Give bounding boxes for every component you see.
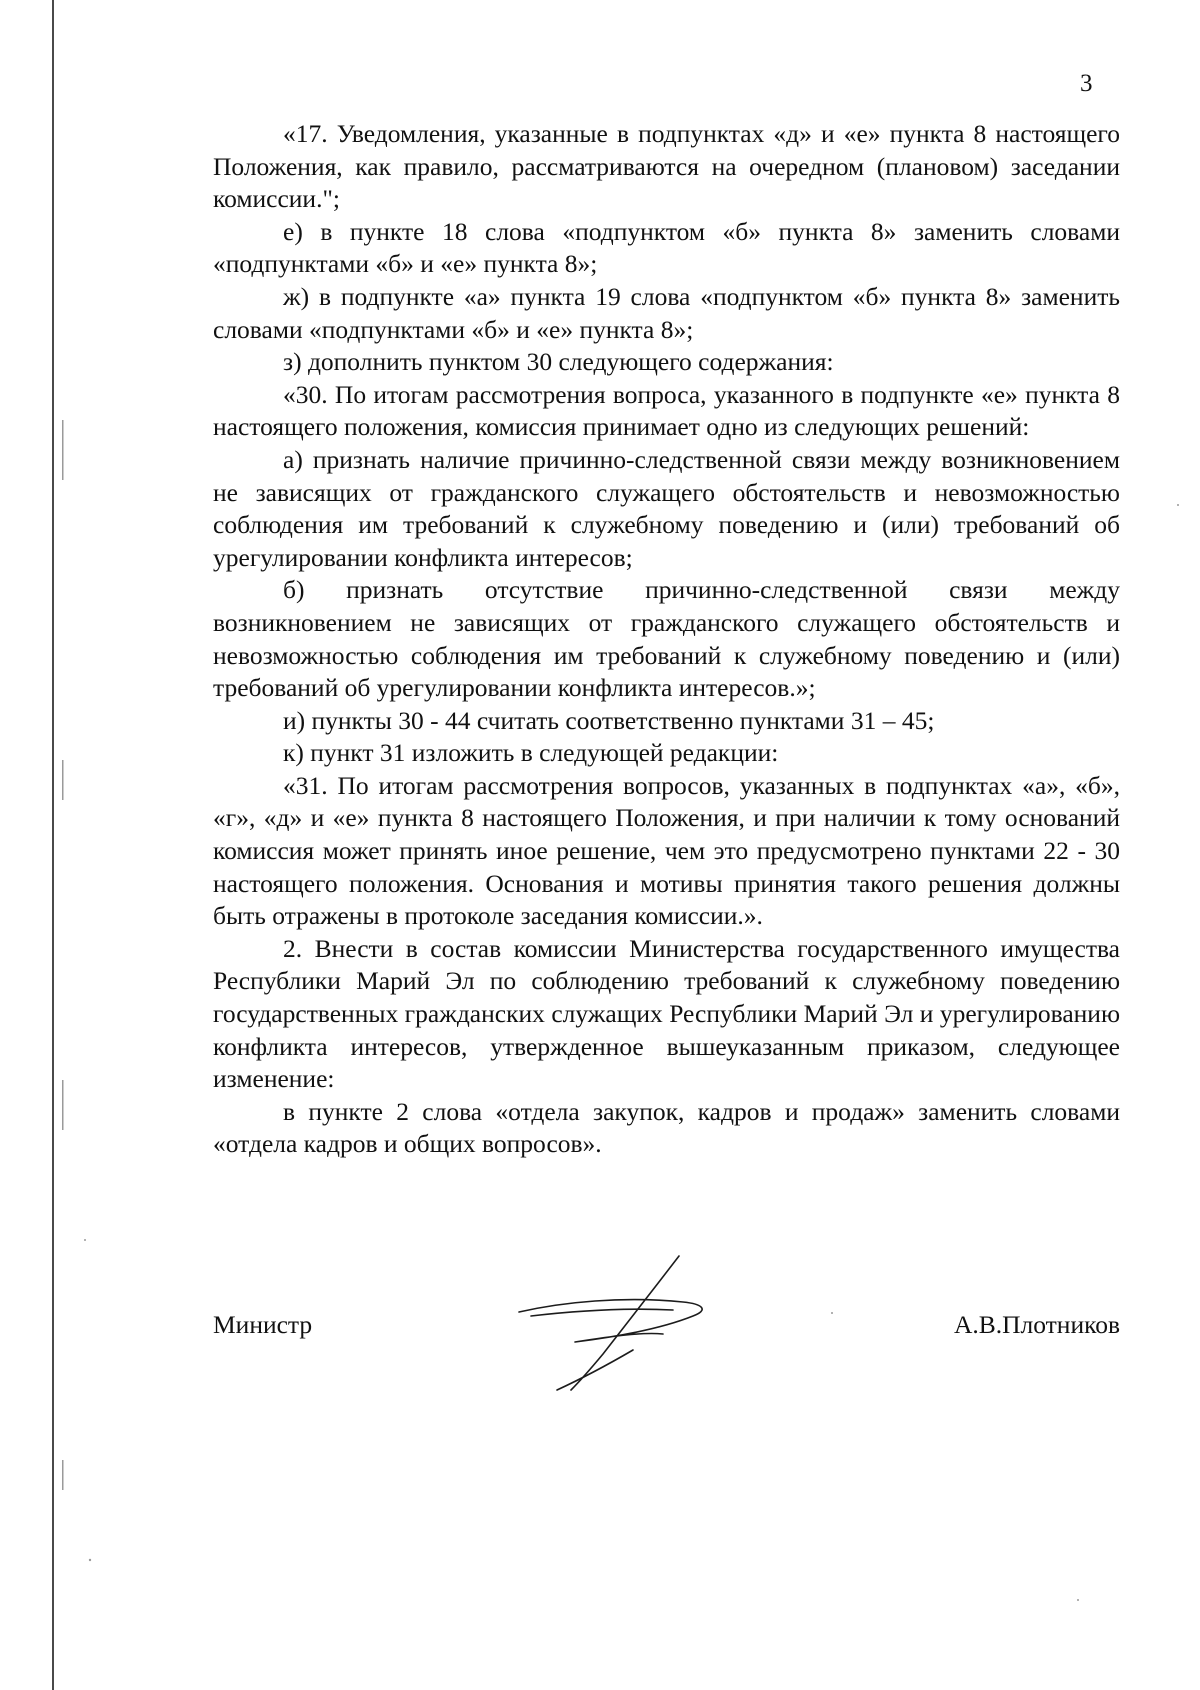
paragraph-item-31: «31. По итогам рассмотрения вопросов, указанных в подпунктах «а», «б», «г», «д» и «е» пункта 8 настоящего Положения, и при наличии к тому оснований комиссия может принять иное решение, чем это предусмотрено пунктами 22 - 30 настоящего положения. Основания и мотивы принятия такого решения должны быть отражены в протоколе заседания комиссии.». [213,770,1120,931]
paragraph-subitem-k: к) пункт 31 изложить в следующей редакции: [283,738,779,768]
paragraph-subitem-z: з) дополнить пунктом 30 следующего содержания: [283,347,834,377]
paragraph-item-30-b: б) признать отсутствие причинно-следственной связи между возникновением не зависящих от гражданского служащего обстоятельств и невозможностью соблюдения им требований к служебному поведению и (или) требований об урегулировании конфликта интересов.»; [213,575,1120,703]
paragraph-item-17: «17. Уведомления, указанные в подпунктах «д» и «е» пункта 8 настоящего Положения, как правило, рассматриваются на очередном (плановом) заседании комиссии."; [213,119,1120,214]
signatory-name: А.В.Плотников [953,1310,1120,1339]
paragraph-section-2-change: в пункте 2 слова «отдела закупок, кадров и продаж» заменить словами «отдела кадров и общих вопросов». [213,1096,1120,1159]
signatory-position: Министр [213,1310,313,1339]
paragraph-section-2: 2. Внести в состав комиссии Министерства государственного имущества Республики Марий Эл по соблюдению требований к служебному поведению государственных гражданских служащих Республики Марий Эл и урегулированию конфликта интересов, утвержденное вышеуказанным приказом, следующее изменение: [213,933,1120,1094]
handwritten-signature [513,1250,743,1400]
paragraph-subitem-zh: ж) в подпункте «а» пункта 19 слова «подпунктом «б» пункта 8» заменить словами «подпунктами «б» и «е» пункта 8»; [213,281,1120,344]
paragraph-subitem-i: и) пункты 30 - 44 считать соответственно пунктами 31 – 45; [283,705,935,735]
paragraph-item-30-a: а) признать наличие причинно-следственной связи между возникновением не зависящих от гражданского служащего обстоятельств и невозможностью соблюдения им требований к служебному поведению и (или) требований об урегулировании конфликта интересов; [213,444,1120,572]
paragraph-item-30: «30. По итогам рассмотрения вопроса, указанного в подпункте «е» пункта 8 настоящего положения, комиссия принимает одно из следующих решений: [213,379,1120,442]
paragraph-subitem-e: е) в пункте 18 слова «подпунктом «б» пункта 8» заменить словами «подпунктами «б» и «е» пункта 8»; [213,216,1120,279]
document-body [213,118,1120,1161]
page-number: 3 [1080,70,1093,97]
